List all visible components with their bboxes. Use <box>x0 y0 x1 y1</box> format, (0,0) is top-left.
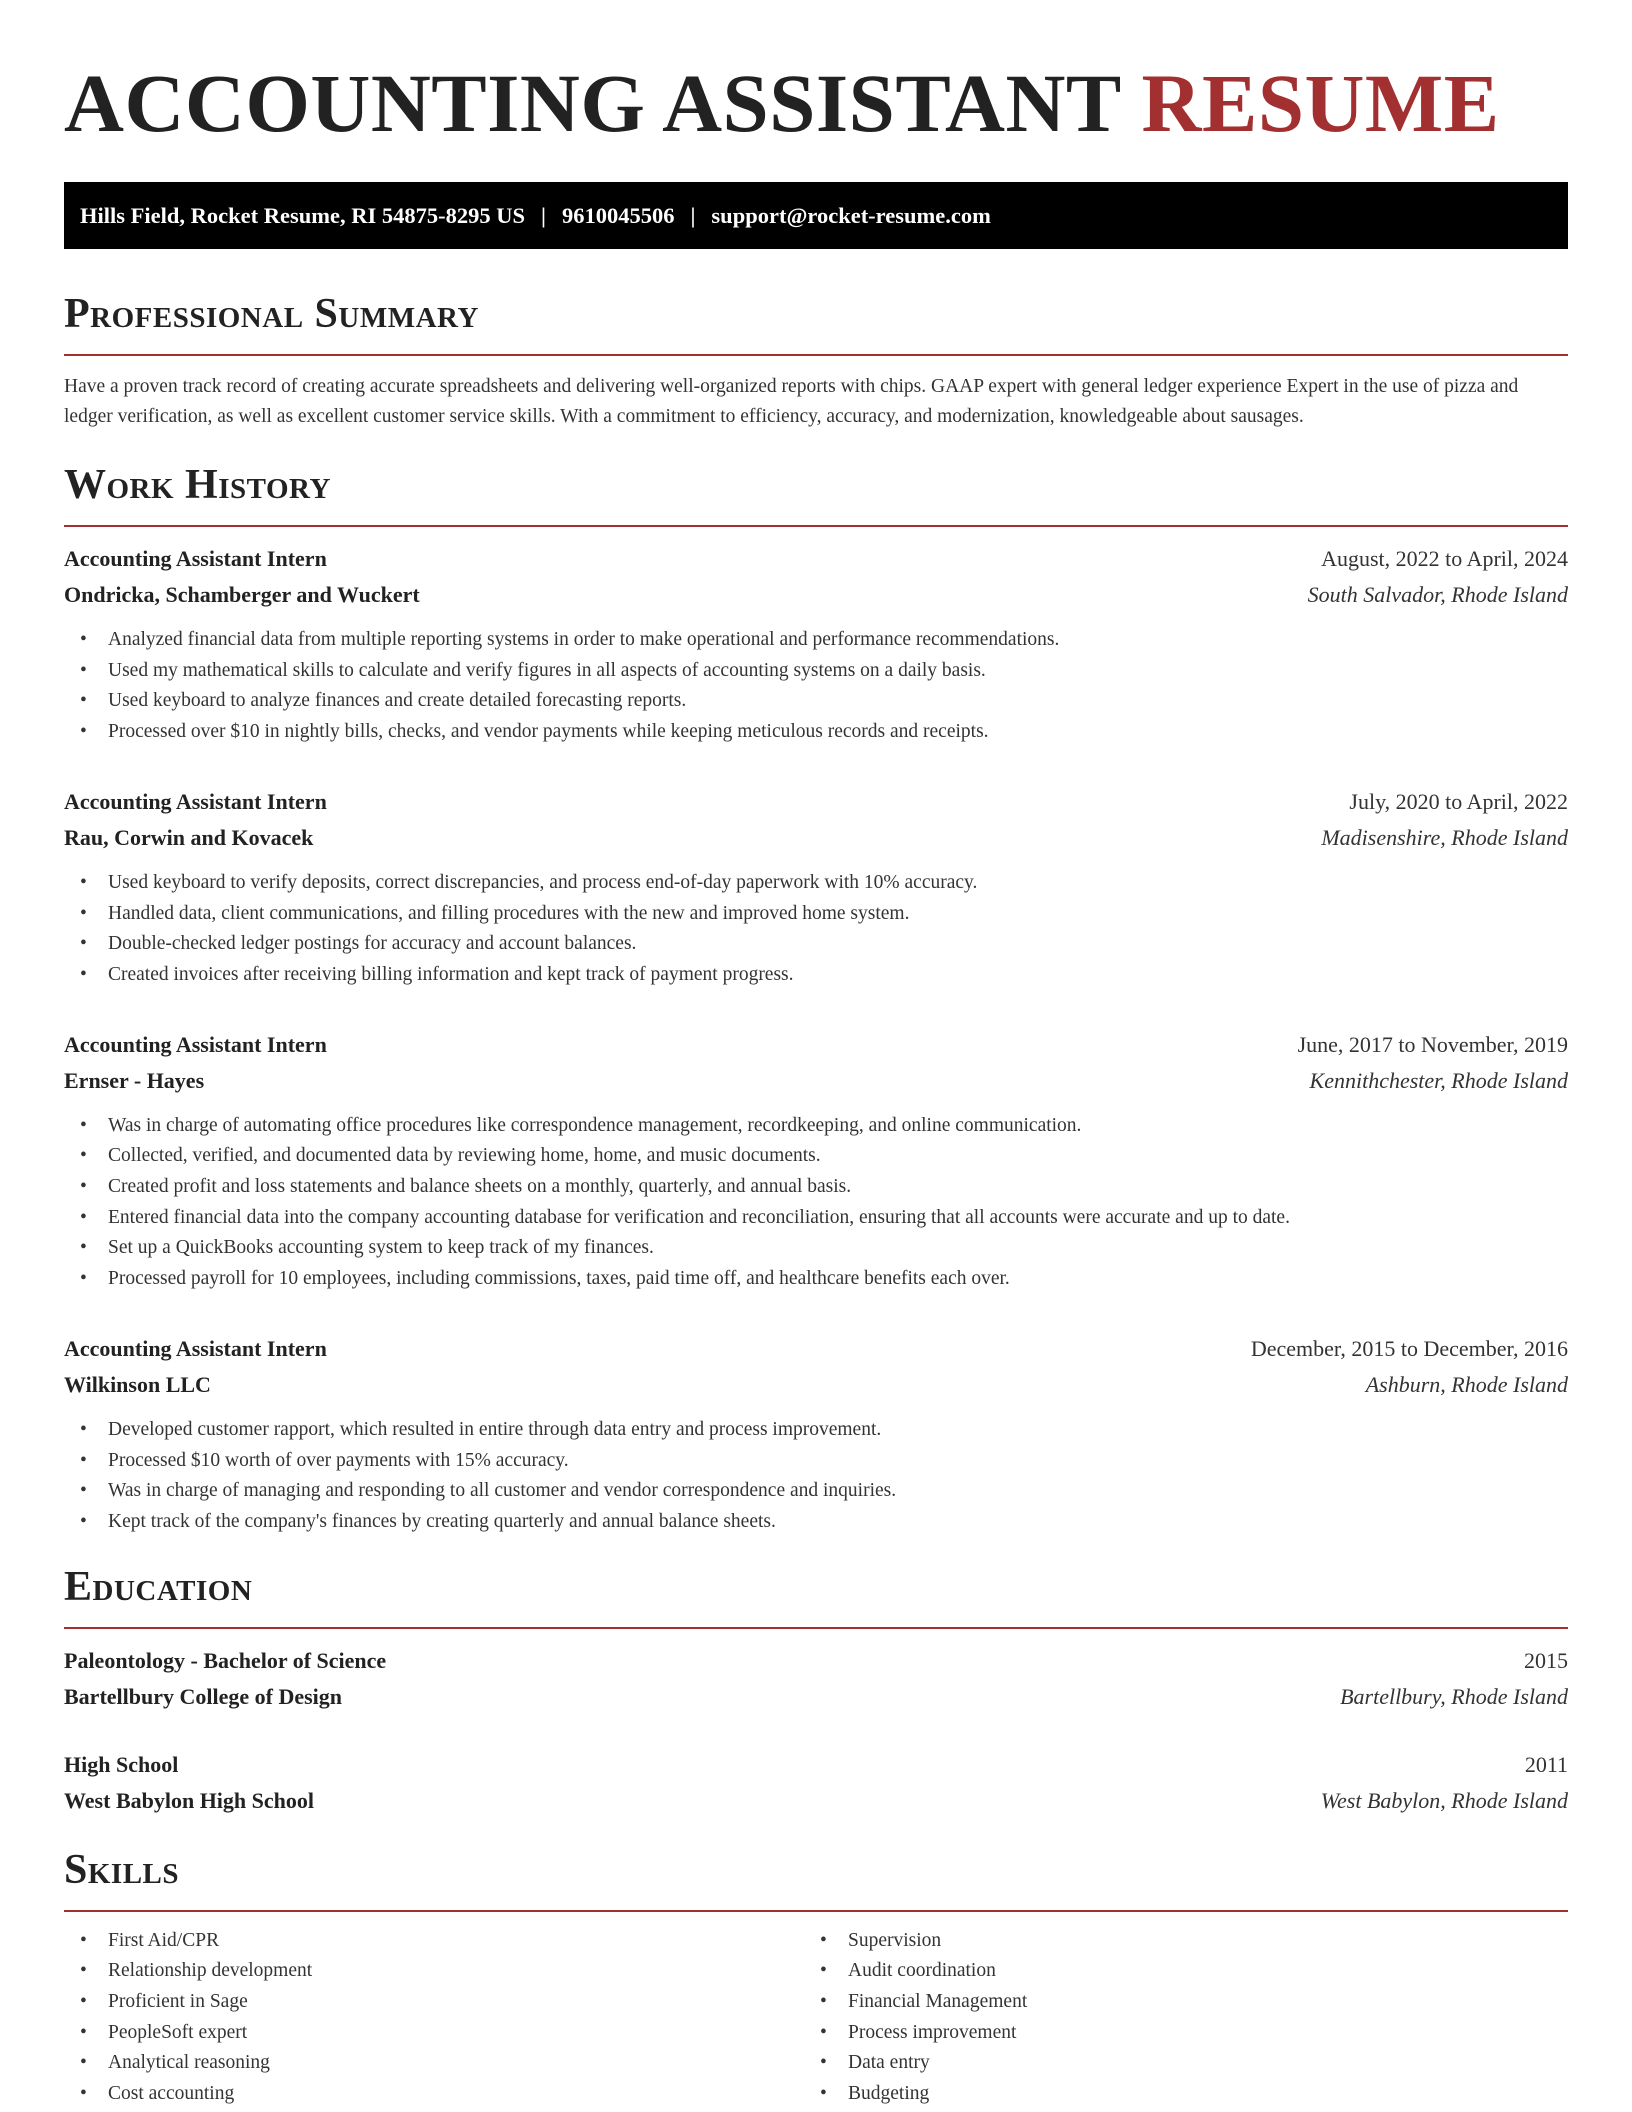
list-item: • Used my mathematical skills to calculate and verify figures in all aspects of accounting systems on a daily basis. <box>64 656 1568 687</box>
job-bullets <box>64 1111 1568 1295</box>
skills-list <box>804 1926 1544 2110</box>
section-divider <box>64 1910 1568 1912</box>
job-company: Wilkinson LLC <box>64 1371 211 1397</box>
skills-heading: Skills <box>64 1846 180 1893</box>
work-history-section <box>64 460 1568 1538</box>
skill-item: • First Aid/CPR <box>64 1926 804 1957</box>
job-dates: July, 2020 to April, 2022 <box>1349 788 1568 814</box>
section-divider <box>64 525 1568 527</box>
title-main: ACCOUNTING ASSISTANT <box>64 57 1121 149</box>
education-heading: Education <box>64 1563 253 1610</box>
title-accent: RESUME <box>1141 57 1500 149</box>
skills-list <box>64 1926 804 2110</box>
education-subheader <box>64 1783 1568 1819</box>
list-item: • Entered financial data into the company accounting database for verification and reconciliation, ensuring that all accounts were accurate and up to date. <box>64 1203 1568 1234</box>
list-item: • Used keyboard to analyze finances and create detailed forecasting reports. <box>64 686 1568 717</box>
job-bullets <box>64 625 1568 748</box>
list-item: • Used keyboard to verify deposits, correct discrepancies, and process end-of-day paperwork with 10% accuracy. <box>64 868 1568 899</box>
summary-heading: Professional Summary <box>64 291 479 337</box>
skill-item: • Data entry <box>804 2048 1544 2079</box>
list-item: • Set up a QuickBooks accounting system to keep track of my finances. <box>64 1233 1568 1264</box>
job-location: South Salvador, Rhode Island <box>1307 582 1568 607</box>
list-item: • Processed $10 worth of over payments with 15% accuracy. <box>64 1446 1568 1477</box>
job-entry <box>64 1027 1568 1295</box>
list-item: • Handled data, client communications, and filling procedures with the new and improved home system. <box>64 899 1568 930</box>
list-item: • Collected, verified, and documented data by reviewing home, home, and music documents. <box>64 1141 1568 1172</box>
job-title: Accounting Assistant Intern <box>64 1031 327 1057</box>
contact-address: Hills Field, Rocket Resume, RI 54875-8295 US <box>80 202 525 228</box>
job-entry <box>64 784 1568 991</box>
education-subheader <box>64 1679 1568 1715</box>
job-entry <box>64 541 1568 748</box>
resume-page <box>64 0 1568 2110</box>
contact-separator: | <box>690 202 696 228</box>
section-divider <box>64 1627 1568 1629</box>
skill-item: • Proficient in Sage <box>64 1987 804 2018</box>
job-dates: December, 2015 to December, 2016 <box>1250 1335 1568 1361</box>
list-item: • Created profit and loss statements and balance sheets on a monthly, quarterly, and annual basis. <box>64 1172 1568 1203</box>
resume-title <box>64 0 1568 150</box>
job-location: Kennithchester, Rhode Island <box>1309 1067 1568 1093</box>
job-entry <box>64 1331 1568 1538</box>
job-subheader <box>64 820 1568 856</box>
skill-item: • Financial Management <box>804 1987 1544 2018</box>
skill-item: • Supervision <box>804 1926 1544 1957</box>
job-subheader <box>64 1063 1568 1099</box>
job-header <box>64 541 1568 577</box>
skills-grid <box>64 1926 1568 2110</box>
list-item: • Processed payroll for 10 employees, including commissions, taxes, paid time off, and healthcare benefits each over. <box>64 1264 1568 1295</box>
job-company: Ernser - Hayes <box>64 1067 205 1093</box>
list-item: • Developed customer rapport, which resulted in entire through data entry and process improvement. <box>64 1415 1568 1446</box>
summary-text: Have a proven track record of creating accurate spreadsheets and delivering well-organized reports with chips. GAAP expert with general ledger experience Expert in the use of pizza and ledger verification, as well as excellent customer service skills. With a commitment to efficiency, accuracy, and modernization, knowledgeable about sausages. <box>64 376 1519 427</box>
list-item: • Analyzed financial data from multiple reporting systems in order to make operational and performance recommendations. <box>64 625 1568 656</box>
education-year: 2015 <box>1524 1647 1568 1673</box>
list-item: • Processed over $10 in nightly bills, checks, and vendor payments while keeping meticulous records and receipts. <box>64 717 1568 748</box>
education-degree: High School <box>64 1751 179 1777</box>
list-item: • Created invoices after receiving billing information and kept track of payment progress. <box>64 960 1568 991</box>
education-entry <box>64 1643 1568 1715</box>
education-location: West Babylon, Rhode Island <box>1320 1787 1568 1813</box>
job-subheader <box>64 1367 1568 1403</box>
job-location: Madisenshire, Rhode Island <box>1321 824 1568 850</box>
job-header <box>64 784 1568 820</box>
skill-item: • Process improvement <box>804 2018 1544 2049</box>
list-item: • Kept track of the company's finances by creating quarterly and annual balance sheets. <box>64 1507 1568 1538</box>
contact-separator: | <box>540 202 546 228</box>
skills-column-right <box>804 1926 1544 2110</box>
job-title: Accounting Assistant Intern <box>64 1335 327 1361</box>
job-dates: August, 2022 to April, 2024 <box>1321 546 1568 571</box>
work-history-heading: Work History <box>64 462 331 508</box>
skill-item: • Budgeting <box>804 2079 1544 2110</box>
education-school: West Babylon High School <box>64 1787 315 1813</box>
contact-phone: 9610045506 <box>561 202 675 228</box>
skill-item: • Analytical reasoning <box>64 2048 804 2079</box>
job-dates: June, 2017 to November, 2019 <box>1297 1031 1568 1057</box>
education-degree: Paleontology - Bachelor of Science <box>64 1647 387 1673</box>
skills-column-left <box>64 1926 804 2110</box>
job-title: Accounting Assistant Intern <box>64 546 327 571</box>
contact-bar <box>64 182 1568 249</box>
education-header <box>64 1747 1568 1783</box>
list-item: • Double-checked ledger postings for accuracy and account balances. <box>64 929 1568 960</box>
list-item: • Was in charge of managing and responding to all customer and vendor correspondence and inquiries. <box>64 1476 1568 1507</box>
skill-item: • Relationship development <box>64 1956 804 1987</box>
job-bullets <box>64 1415 1568 1538</box>
skill-item: • Cost accounting <box>64 2079 804 2110</box>
skill-item: • PeopleSoft expert <box>64 2018 804 2049</box>
education-location: Bartellbury, Rhode Island <box>1340 1683 1568 1709</box>
education-section <box>64 1562 1568 1819</box>
job-bullets <box>64 868 1568 991</box>
skill-item: • Audit coordination <box>804 1956 1544 1987</box>
job-company: Rau, Corwin and Kovacek <box>64 824 314 850</box>
section-divider <box>64 354 1568 356</box>
job-title: Accounting Assistant Intern <box>64 788 327 814</box>
job-company: Ondricka, Schamberger and Wuckert <box>64 582 420 607</box>
job-subheader <box>64 577 1568 613</box>
education-school: Bartellbury College of Design <box>64 1683 343 1709</box>
education-entry <box>64 1747 1568 1819</box>
summary-section <box>64 289 1568 432</box>
contact-email: support@rocket-resume.com <box>711 202 991 228</box>
education-year: 2011 <box>1524 1751 1568 1777</box>
education-header <box>64 1643 1568 1679</box>
job-header <box>64 1027 1568 1063</box>
list-item: • Was in charge of automating office procedures like correspondence management, recordkeeping, and online communication. <box>64 1111 1568 1142</box>
job-location: Ashburn, Rhode Island <box>1365 1371 1568 1397</box>
skills-section <box>64 1845 1568 2110</box>
job-header <box>64 1331 1568 1367</box>
